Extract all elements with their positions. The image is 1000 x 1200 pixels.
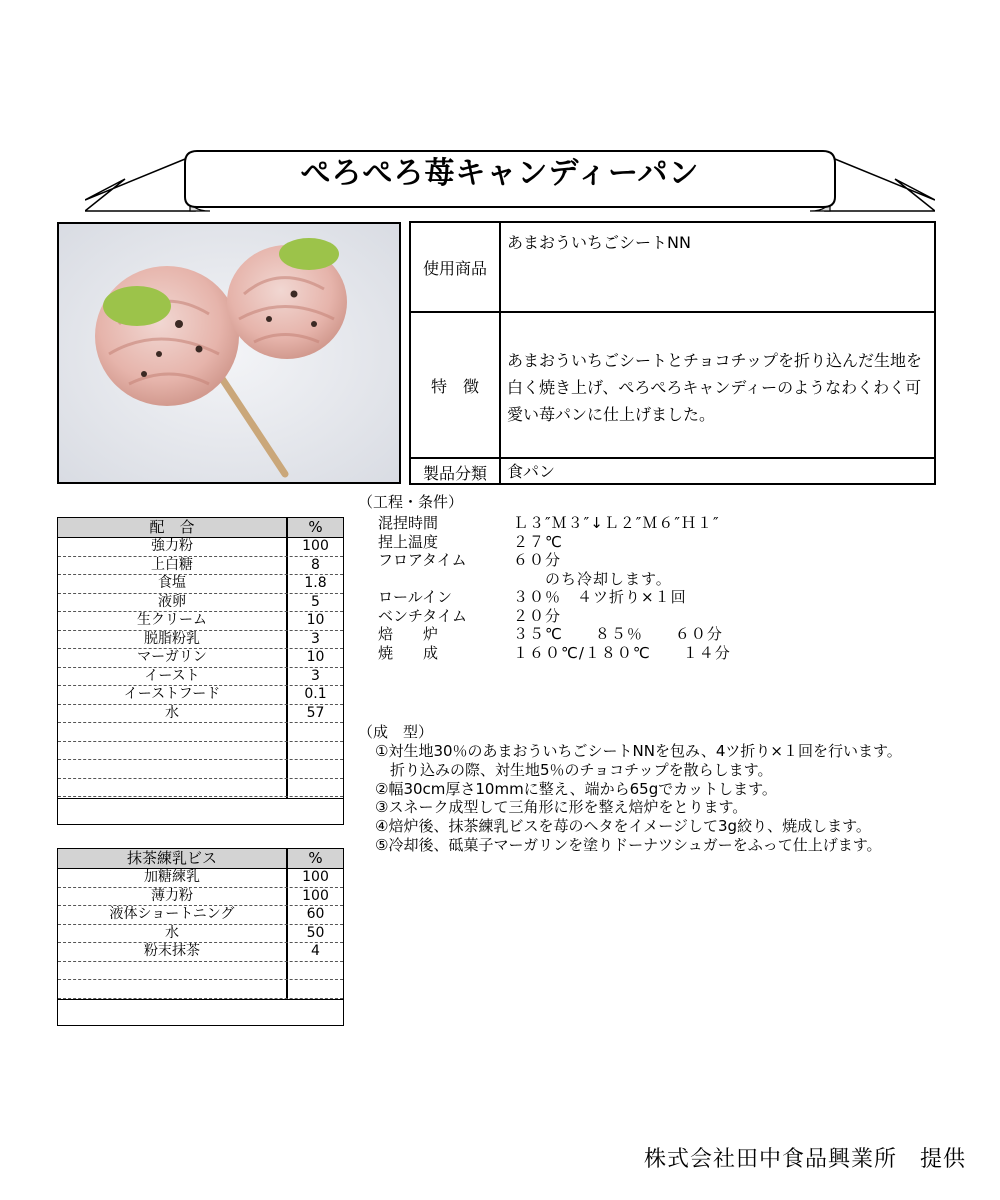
conditions-list <box>378 514 731 662</box>
table-row <box>58 779 343 798</box>
table-row <box>58 906 343 925</box>
recipe-footer-line <box>58 798 343 799</box>
shaping-steps <box>375 742 902 855</box>
ingredient-name <box>58 760 286 778</box>
ingredient-name <box>58 980 286 998</box>
condition-label: 捏上温度 <box>378 532 439 551</box>
table-row <box>58 760 343 779</box>
conditions-heading: （工程・条件） <box>358 493 464 511</box>
condition-value: ３５℃ ８５％ ６０分 <box>513 625 723 643</box>
credit-text: 株式会社田中食品興業所 提供 <box>643 1147 966 1172</box>
condition-value: １６０℃/１８０℃ １４分 <box>513 643 731 662</box>
recipe-table <box>57 517 344 825</box>
table-row <box>58 980 343 999</box>
table-row <box>58 612 343 631</box>
category-label: 製品分類 <box>411 459 501 485</box>
shaping-step: ④焙炉後、抹茶練乳ビスを苺のヘタをイメージして3g絞り、焼成します。 <box>375 817 871 836</box>
ingredient-pct: 8 <box>311 556 320 573</box>
ingredient-pct: 60 <box>306 906 325 922</box>
ingredient-name: 液体ショートニング <box>109 906 235 922</box>
ingredient-name: 脱脂粉乳 <box>144 630 200 647</box>
ingredient-name: イースト <box>144 667 200 684</box>
table-row <box>58 594 343 613</box>
table-row <box>58 888 343 907</box>
feature-row <box>411 311 934 457</box>
condition-label: 混捏時間 <box>378 514 439 532</box>
page-title: ぺろぺろ苺キャンディーパン <box>300 156 700 191</box>
biscuit-footer-line <box>58 999 343 1000</box>
biscuit-header-name: 抹茶練乳ビス <box>126 849 217 867</box>
category-value: 食パン <box>507 462 556 481</box>
recipe-header <box>58 518 343 538</box>
ingredient-pct: 100 <box>302 869 329 885</box>
product-label: 使用商品 <box>411 223 501 311</box>
ingredient-name: 加糖練乳 <box>144 869 200 885</box>
ingredient-name: 強力粉 <box>151 538 193 554</box>
product-photo <box>57 222 401 484</box>
shaping-step: ②幅30cm厚さ10mmに整え、端から65gでカットします。 <box>375 779 777 798</box>
table-row <box>58 631 343 650</box>
condition-value: のち冷却します。 <box>513 569 672 588</box>
ingredient-pct <box>288 742 343 760</box>
ingredient-pct: 100 <box>302 538 329 554</box>
ingredient-name <box>58 779 286 797</box>
ingredient-pct <box>288 962 343 980</box>
ingredient-pct <box>288 760 343 778</box>
condition-label <box>378 570 513 589</box>
recipe-header-pct: % <box>308 518 323 536</box>
ingredient-pct: 10 <box>306 649 325 665</box>
ingredient-name: 水 <box>165 924 179 941</box>
condition-value: ６０分 <box>513 551 562 569</box>
condition-value: ３０％ ４ツ折り×１回 <box>513 588 687 606</box>
ingredient-pct <box>288 779 343 797</box>
feature-label: 特 徴 <box>411 313 501 457</box>
table-row <box>58 925 343 944</box>
table-row <box>58 668 343 687</box>
condition-value: ２７℃ <box>513 532 563 551</box>
condition-row <box>378 625 731 644</box>
ingredient-pct: 0.1 <box>304 686 327 702</box>
table-row <box>58 575 343 594</box>
ingredient-name: イーストフード <box>123 686 221 702</box>
shaping-heading: （成 型） <box>358 723 434 741</box>
shaping-step: 折り込みの際、対生地5％のチョコチップを散らします。 <box>375 760 773 779</box>
table-row <box>58 962 343 981</box>
shaping-step: ⑤冷却後、砥菓子マーガリンを塗りドーナツシュガーをふって仕上げます。 <box>375 835 882 854</box>
ingredient-pct <box>288 723 343 741</box>
ingredient-pct: 5 <box>311 593 320 610</box>
table-row <box>58 723 343 742</box>
product-row <box>411 223 934 311</box>
condition-row <box>378 607 731 626</box>
ingredient-name <box>58 723 286 741</box>
condition-label: ベンチタイム <box>378 606 467 625</box>
ingredient-name: 薄力粉 <box>151 887 193 904</box>
condition-row <box>378 644 731 663</box>
ingredient-name <box>58 742 286 760</box>
ingredient-name: 上白糖 <box>151 556 193 573</box>
condition-row <box>378 551 731 570</box>
ingredient-pct: 50 <box>306 924 325 941</box>
shaping-step: ①対生地30％のあまおういちごシートNNを包み、4ツ折り×１回を行います。 <box>375 742 902 760</box>
condition-label: ロールイン <box>378 588 452 606</box>
condition-row <box>378 514 731 533</box>
condition-row <box>378 533 731 552</box>
category-row <box>411 457 934 485</box>
biscuit-header-pct: % <box>308 849 323 867</box>
condition-row <box>378 588 731 607</box>
product-info-table <box>409 221 936 485</box>
ingredient-pct <box>288 980 343 998</box>
ingredient-pct: 3 <box>311 630 320 647</box>
ingredient-name: 水 <box>165 704 179 721</box>
ingredient-name: 生クリーム <box>137 612 207 628</box>
condition-label: 焼 成 <box>378 643 439 662</box>
table-row <box>58 869 343 888</box>
ingredient-pct: 57 <box>306 704 325 721</box>
table-row <box>58 557 343 576</box>
table-row <box>58 705 343 724</box>
biscuit-table <box>57 848 344 1026</box>
product-value: あまおういちごシートNN <box>507 233 691 252</box>
ingredient-pct: 1.8 <box>304 575 327 591</box>
condition-row <box>378 570 731 589</box>
ingredient-name: 粉末抹茶 <box>144 943 200 959</box>
feature-value: あまおういちごシートとチョコチップを折り込んだ生地を白く焼き上げ、ぺろぺろキャンディーのようなわくわく可愛い苺パンに仕上げました。 <box>507 351 923 424</box>
table-row <box>58 649 343 668</box>
candy-bread-illustration <box>59 224 399 482</box>
ingredient-pct: 100 <box>302 887 329 904</box>
ingredient-pct: 10 <box>306 612 325 628</box>
ingredient-name: 食塩 <box>158 575 186 591</box>
condition-label: フロアタイム <box>378 551 467 569</box>
table-row <box>58 538 343 557</box>
ingredient-name <box>58 962 286 980</box>
biscuit-header <box>58 849 343 869</box>
ingredient-name: マーガリン <box>137 649 207 665</box>
condition-value: ２０分 <box>513 606 562 625</box>
recipe-header-name: 配 合 <box>149 518 195 536</box>
condition-label: 焙 炉 <box>378 625 439 643</box>
shaping-step: ③スネーク成型して三角形に形を整え焙炉をとります。 <box>375 798 748 817</box>
table-row <box>58 686 343 705</box>
ingredient-name: 液卵 <box>158 593 186 610</box>
table-row <box>58 742 343 761</box>
ingredient-pct: 3 <box>311 667 320 684</box>
table-row <box>58 943 343 962</box>
condition-value: Ｌ３″Ｍ３″↓Ｌ２″Ｍ６″Ｈ１″ <box>513 514 720 532</box>
ingredient-pct: 4 <box>311 943 320 959</box>
